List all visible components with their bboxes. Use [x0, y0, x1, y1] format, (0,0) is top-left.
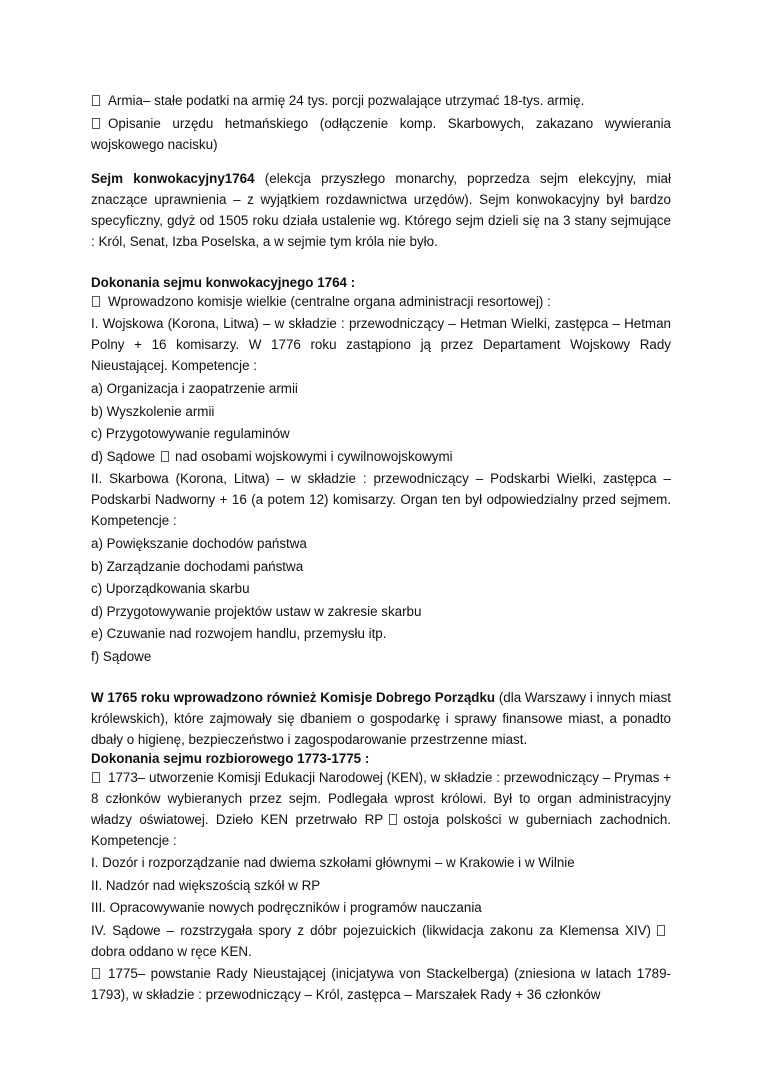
list-item: I. Dozór i rozporządzanie nad dwiema szkołami głównymi – w Krakowie i w Wilnie	[91, 855, 575, 871]
bullet-paragraph	[91, 113, 671, 155]
list-item: a) Powiększanie dochodów państwa	[91, 535, 307, 551]
paragraph-text: Armia– stałe podatki na armię 24 tys. porcji pozwalające utrzymać 18-tys. armię.	[108, 93, 585, 108]
list-item: c) Uporządkowania skarbu	[91, 581, 250, 597]
bullet-icon	[92, 296, 100, 307]
list-item	[91, 920, 671, 962]
list-text: IV. Sądowe – rozstrzygała spory z dóbr pojezuickich (likwidacja zakonu za Klemensa XIV)	[91, 922, 651, 938]
bullet-paragraph	[91, 291, 671, 312]
heading-text: Dokonania sejmu rozbiorowego 1773-1775 :	[91, 750, 370, 766]
bold-term: Sejm konwokacyjny1764	[91, 171, 255, 187]
bold-term: W 1765 roku wprowadzono również Komisje Dobrego Porządku	[91, 689, 496, 705]
bullet-paragraph	[91, 767, 671, 851]
list-item: a) Organizacja i zaopatrzenie armii	[91, 380, 298, 396]
list-item: f) Sądowe	[91, 648, 152, 664]
list-item: e) Czuwanie nad rozwojem handlu, przemysłu itp.	[91, 626, 387, 642]
paragraph-text: (elekcja przyszłego monarchy, poprzedza sejm elekcyjny, miał znaczące uprawnienia – z wyjątkiem rozdawnictwa urzędów). Sejm konwokacyjny był bardzo specyficzny, gdyż od 1505 roku działa ustalenie wg. Którego sejm dzieli się na 3 stany sejmujące : Król, Senat, Izba Poselska, a w sejmie tym króla nie było.	[91, 171, 671, 250]
bullet-icon	[92, 772, 100, 783]
list-item	[91, 446, 671, 467]
bullet-icon	[92, 95, 100, 106]
list-text: d) Sądowe	[91, 448, 156, 464]
paragraph-text: 1773– utworzenie Komisji Edukacji Narodowej (KEN), w składzie : przewodniczący – Prymas + 8 członków wybieranych przez sejm. Podlegała wprost królowi. Był to organ administracyjny władzy oświatowej. Dzieło KEN przetrwało RP	[91, 769, 671, 827]
document-page	[91, 90, 671, 1007]
paragraph: II. Skarbowa (Korona, Litwa) – w składzie : przewodniczący – Podskarbi Wielki, zastępca – Podskarbi Nadworny + 16 (a potem 12) komisarzy. Organ ten był odpowiedzialny przed sejmem. Kompetencje :	[91, 471, 671, 529]
bullet-icon	[92, 118, 100, 129]
list-text: dobra oddano w ręce KEN.	[91, 943, 252, 959]
paragraph: I. Wojskowa (Korona, Litwa) – w składzie : przewodniczący – Hetman Wielki, zastępca – Hetman Polny + 16 komisarzy. W 1776 roku zastąpiono ją przez Departament Wojskowy Rady Nieustającej. Kompetencje :	[91, 316, 671, 374]
list-item: c) Przygotowywanie regulaminów	[91, 426, 290, 442]
paragraph-text: Opisanie urzędu hetmańskiego (odłączenie komp. Skarbowych, zakazano wywierania wojskowego nacisku)	[91, 115, 671, 152]
arrow-icon	[161, 451, 169, 462]
paragraph-text: (dla Warszawy i innych miast królewskich), które zajmowały się dbaniem o gospodarkę i sprawy finansowe miast, a ponadto dbały o higienę, bezpieczeństwo i zagospodarowanie przestrzenne miast.	[91, 689, 672, 747]
list-item: II. Nadzór nad większością szkół w RP	[91, 877, 321, 893]
paragraph-sejm-konwokacyjny	[91, 168, 671, 252]
section-heading	[91, 748, 671, 769]
bullet-paragraph	[91, 90, 671, 111]
paragraph-komisje	[91, 687, 671, 750]
list-item: III. Opracowywanie nowych podręczników i programów nauczania	[91, 900, 482, 916]
paragraph-text: 1775– powstanie Rady Nieustającej (inicjatywa von Stackelberga) (zniesiona w latach 1789-1793), w składzie : przewodniczący – Król, zastępca – Marszałek Rady + 36 członków	[91, 966, 671, 1003]
bullet-icon	[92, 968, 100, 979]
heading-text: Dokonania sejmu konwokacyjnego 1764 :	[91, 274, 356, 290]
list-item: b) Zarządzanie dochodami państwa	[91, 558, 304, 574]
list-item: d) Przygotowywanie projektów ustaw w zakresie skarbu	[91, 603, 422, 619]
section-heading	[91, 272, 671, 293]
list-text: nad osobami wojskowymi i cywilnowojskowymi	[175, 448, 453, 464]
bullet-paragraph	[91, 963, 671, 1005]
arrow-icon	[657, 925, 665, 936]
paragraph-text: Wprowadzono komisje wielkie (centralne organa administracji resortowej) :	[108, 293, 551, 309]
paragraph-text: ostoja polskości w guberniach zachodnich. Kompetencje :	[91, 811, 671, 848]
list-item: b) Wyszkolenie armii	[91, 403, 215, 419]
arrow-icon	[389, 814, 397, 825]
